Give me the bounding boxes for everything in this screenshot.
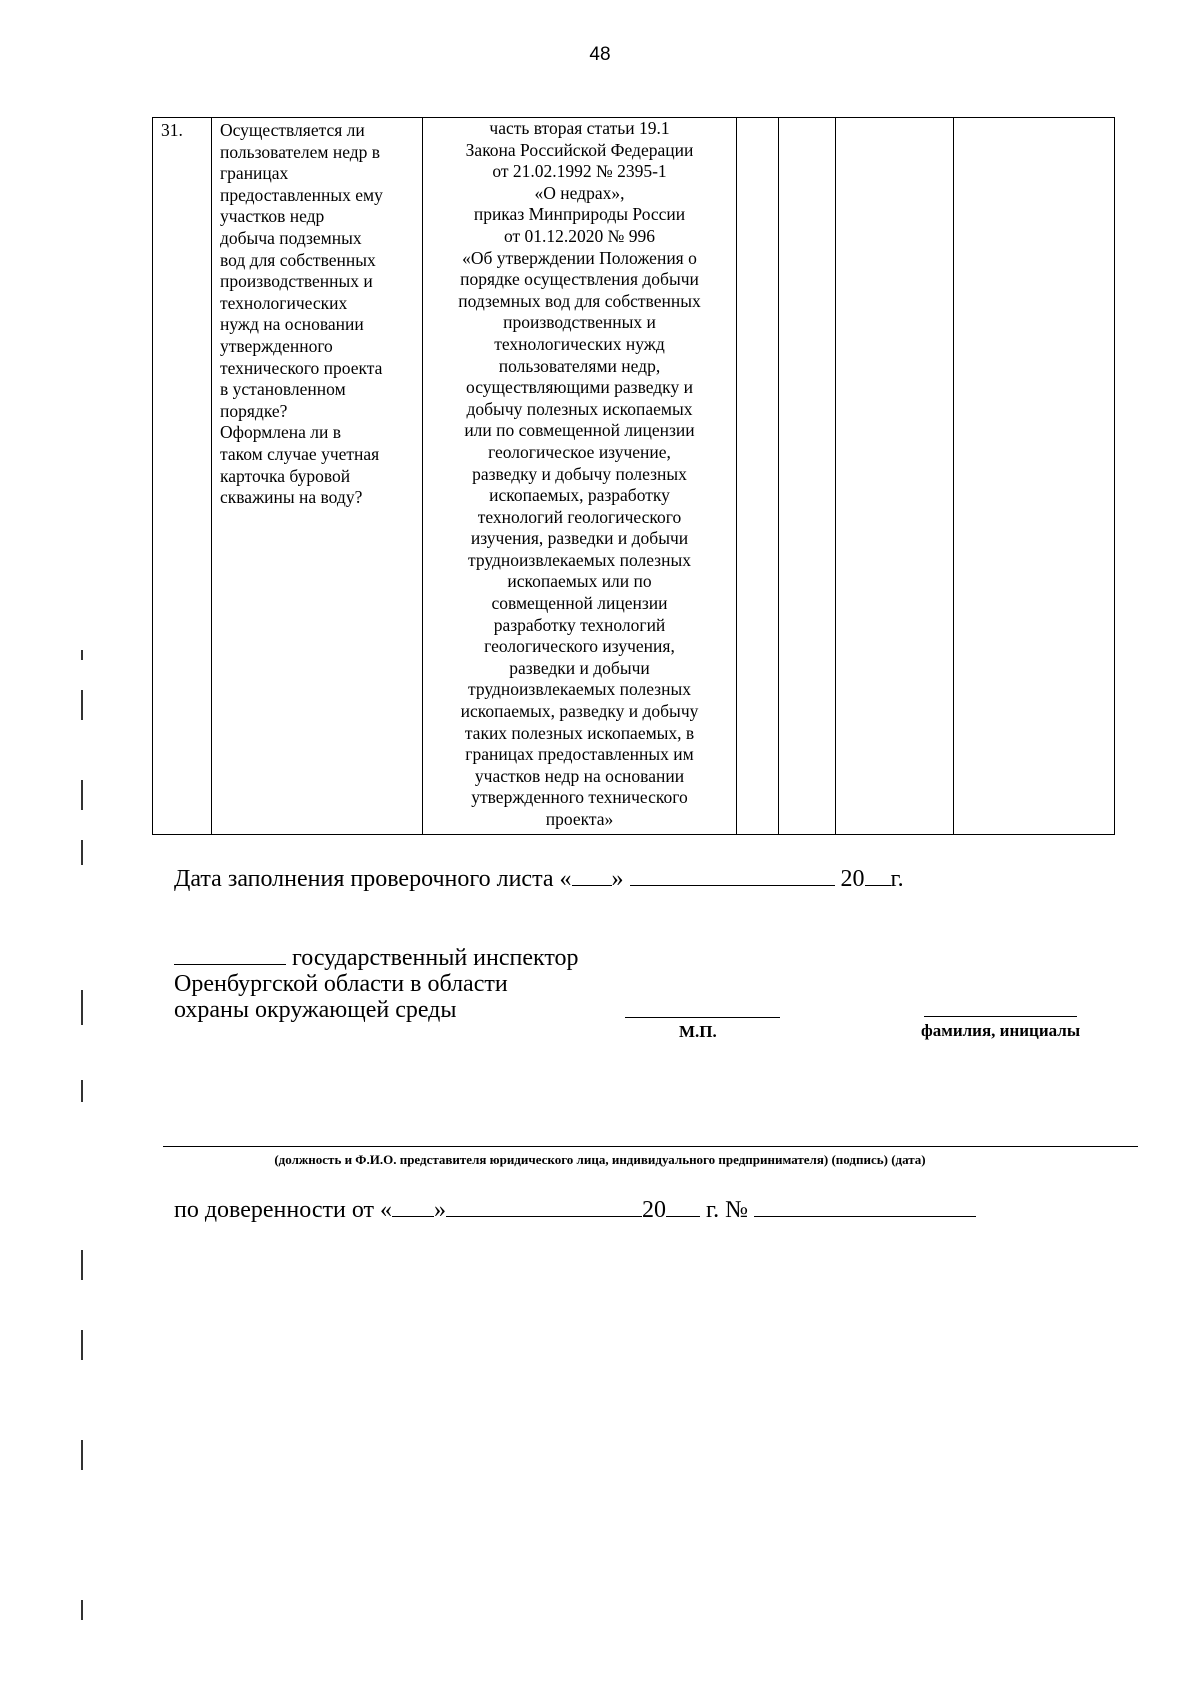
inspector-line-3: охраны окружающей среды — [174, 997, 457, 1023]
text-line: порядке? — [220, 400, 288, 421]
text-line: утвержденного технического — [471, 787, 688, 808]
text-line: ископаемых, разведку и добычу — [460, 701, 699, 722]
margin-mark — [81, 1080, 83, 1102]
fill-month-blank — [630, 865, 835, 886]
name-label: фамилия, инициалы — [921, 1021, 1081, 1040]
checklist-table — [152, 117, 1115, 835]
text-line: производственных и — [503, 312, 656, 333]
question-text — [220, 120, 418, 509]
proxy-month-blank — [446, 1196, 642, 1217]
margin-mark — [81, 1250, 83, 1280]
text-line: трудноизвлекаемых полезных — [468, 549, 691, 570]
inspector-block — [174, 944, 579, 1023]
proxy-number-label: г. № — [706, 1197, 749, 1223]
proxy-day-blank — [392, 1196, 434, 1217]
fill-date-quote: » — [611, 866, 624, 892]
text-line: утвержденного — [220, 335, 333, 356]
margin-mark — [81, 690, 83, 720]
text-line: «Об утверждении Положения о — [462, 247, 697, 268]
text-line: в установленном — [220, 379, 346, 400]
text-line: или по совмещенной лицензии — [464, 420, 695, 441]
text-line: порядке осуществления добычи — [460, 269, 699, 290]
text-line: карточка буровой — [220, 465, 351, 486]
fill-day-blank — [572, 865, 612, 886]
text-line: разведки и добычи — [509, 657, 650, 678]
text-line: трудноизвлекаемых полезных — [468, 679, 691, 700]
text-line: участков недр на основании — [474, 765, 685, 786]
text-line: пользователями недр, — [498, 355, 661, 376]
text-line: таком случае учетная — [220, 443, 380, 464]
text-line: приказ Минприроды России — [473, 204, 686, 225]
text-line: проекта» — [545, 809, 614, 829]
stamp-signature-line — [625, 1017, 780, 1018]
text-line: скважины на воду? — [220, 487, 363, 508]
text-line: предоставленных ему — [220, 184, 383, 205]
fill-year-blank — [865, 865, 891, 886]
text-line: Оформлена ли в — [220, 422, 342, 443]
not-applicable-cell — [836, 118, 954, 835]
text-line: вод для собственных — [220, 249, 376, 270]
inspector-title: государственный инспектор — [292, 945, 579, 971]
text-line: от 01.12.2020 № 996 — [504, 225, 655, 246]
proxy-year-prefix: 20 — [642, 1197, 666, 1223]
row-number: 31. — [161, 120, 183, 140]
text-line: таких полезных ископаемых, в — [464, 722, 695, 743]
text-line: изучения, разведки и добычи — [470, 528, 689, 549]
margin-mark — [81, 780, 83, 810]
representative-caption: (должность и Ф.И.О. представителя юридического лица, индивидуального предпринимателя) (подпись) (дата) — [274, 1152, 926, 1167]
text-line: геологического изучения, — [484, 636, 675, 657]
representative-signature-line — [163, 1146, 1138, 1147]
text-line: «О недрах», — [534, 182, 625, 203]
text-line: ископаемых или по — [507, 571, 652, 592]
text-line: пользователем недр в — [220, 141, 381, 162]
proxy-year-blank — [666, 1196, 700, 1217]
margin-mark — [81, 1330, 83, 1360]
fill-date-label: Дата заполнения проверочного листа « — [174, 866, 572, 892]
text-line: часть вторая статьи 19.1 — [489, 118, 670, 138]
text-line: технического проекта — [220, 357, 383, 378]
inspector-line-1 — [174, 944, 579, 971]
question-cell — [212, 118, 423, 835]
answer-yes-cell — [737, 118, 779, 835]
text-line: нужд на основании — [220, 314, 364, 335]
fill-year-prefix: 20 — [840, 866, 865, 892]
margin-mark — [81, 1600, 83, 1620]
text-line: ископаемых, разработку — [489, 485, 670, 506]
text-line: геологическое изучение, — [488, 441, 671, 462]
proxy-line — [174, 1196, 976, 1224]
answer-no-cell — [779, 118, 836, 835]
text-line: технологических нужд — [494, 333, 665, 354]
margin-mark — [81, 650, 83, 660]
text-line: производственных и — [220, 271, 373, 292]
note-cell — [954, 118, 1115, 835]
text-line: участков недр — [220, 206, 325, 227]
proxy-label: по доверенности от « — [174, 1197, 392, 1223]
proxy-number-blank — [754, 1196, 976, 1217]
text-line: осуществляющими разведку и — [466, 377, 693, 398]
table-row — [153, 118, 1115, 835]
text-line: добычу полезных ископаемых — [466, 398, 693, 419]
legal-basis-text — [427, 118, 732, 831]
text-line: границах — [220, 163, 289, 184]
inspector-line-2: Оренбургской области в области — [174, 971, 508, 997]
text-line: от 21.02.1992 № 2395-1 — [492, 161, 667, 182]
row-number-cell — [153, 118, 212, 835]
text-line: границах предоставленных им — [465, 744, 694, 765]
margin-mark — [81, 840, 83, 865]
text-line: совмещенной лицензии — [491, 593, 668, 614]
text-line: разведку и добычу полезных — [472, 463, 687, 484]
text-line: разработку технологий — [493, 614, 666, 635]
fill-year-suffix: г. — [890, 866, 904, 892]
name-signature-line — [924, 1016, 1077, 1017]
text-line: подземных вод для собственных — [458, 290, 701, 311]
text-line: Закона Российской Федерации — [465, 139, 694, 160]
legal-basis-cell — [423, 118, 737, 835]
text-line: технологий геологического — [477, 506, 682, 527]
inspector-rank-blank — [174, 944, 286, 965]
text-line: технологических — [220, 292, 348, 313]
margin-mark — [81, 1440, 83, 1470]
page-number: 48 — [589, 44, 611, 65]
proxy-quote: » — [434, 1197, 446, 1223]
stamp-label: М.П. — [679, 1022, 717, 1041]
text-line: добыча подземных — [220, 227, 362, 248]
text-line: Осуществляется ли — [220, 120, 365, 140]
fill-date-line — [174, 865, 904, 893]
margin-mark — [81, 990, 83, 1025]
